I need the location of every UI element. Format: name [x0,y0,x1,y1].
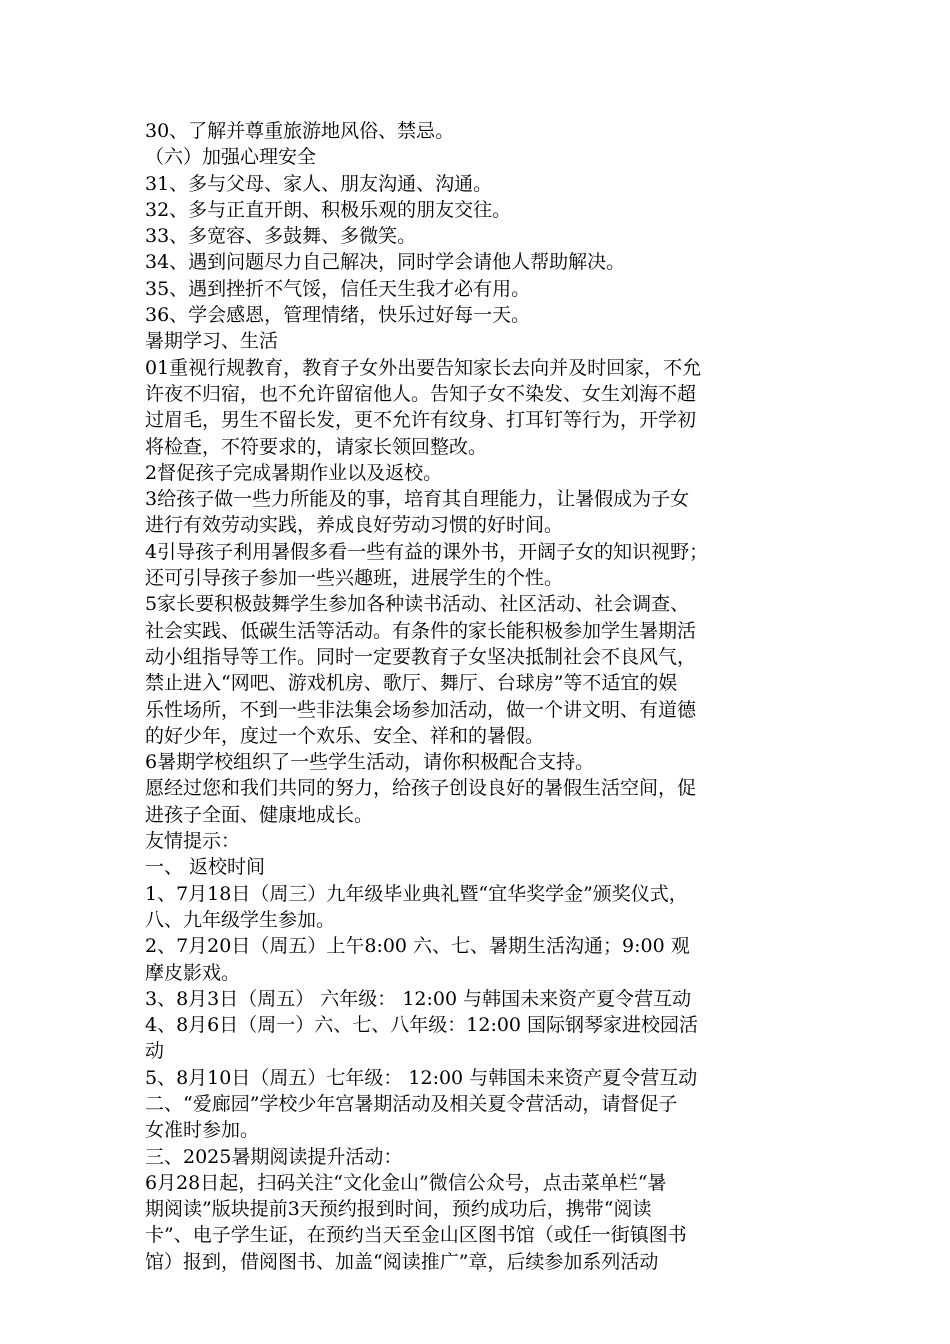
text-line: 社会实践、低碳生活等活动。有条件的家长能积极参加学生暑期活 [145,619,697,642]
text-line: 35、遇到挫折不气馁，信任天生我才必有用。 [145,277,531,300]
text-line: 2督促孩子完成暑期作业以及返校。 [145,461,443,484]
text-line: 4引导孩子利用暑假多看一些有益的课外书，开阔子女的知识视野； [145,540,709,563]
text-line: 33、多宽容、多鼓舞、多微笑。 [145,225,417,248]
text-line: 将检查，不符要求的，请家长领回整改。 [145,435,488,458]
document-body [145,118,805,1275]
text-line: 过眉毛，男生不留长发，更不允许有纹身、打耳钉等行为，开学初 [145,409,697,432]
text-line: 友情提示： [145,830,241,853]
text-line: 馆）报到，借阅图书、加盖“阅读推广”章，后续参加系列活动 [145,1250,659,1273]
text-line: 3、8月3日（周五） 六年级： 12:00 与韩国未来资产夏令营互动 [145,987,692,1010]
text-line: 卡”、电子学生证，在预约当天至金山区图书馆（或任一街镇图书 [145,1224,687,1247]
text-line: 动 [145,1040,165,1063]
text-line: 摩皮影戏。 [145,961,241,984]
text-line: 31、多与父母、家人、朋友沟通、沟通。 [145,172,493,195]
text-line: 2、7月20日（周五）上午8:00 六、七、暑期生活沟通；9:00 观 [145,935,690,958]
text-line: 一、 返校时间 [145,856,266,879]
text-line: 暑期学习、生活 [145,330,279,353]
text-line: 的好少年，度过一个欢乐、安全、祥和的暑假。 [145,724,545,747]
text-line: 期阅读”版块提前3天预约报到时间，预约成功后，携带“阅读 [145,1198,652,1221]
text-line: 32、多与正直开朗、积极乐观的朋友交往。 [145,198,512,221]
text-line: 禁止进入“网吧、游戏机房、歌厅、舞厅、台球房”等不适宜的娱 [145,672,678,695]
text-line: 进行有效劳动实践，养成良好劳动习惯的好时间。 [145,514,564,537]
text-line: 愿经过您和我们共同的努力，给孩子创设良好的暑假生活空间，促 [145,777,697,800]
text-line: 5家长要积极鼓舞学生参加各种读书活动、社区活动、社会调查、 [145,593,690,616]
text-line: 八、九年级学生参加。 [145,908,336,931]
text-line: 女准时参加。 [145,1119,260,1142]
text-line: 36、学会感恩，管理情绪，快乐过好每一天。 [145,304,531,327]
text-line: 动小组指导等工作。同时一定要教育子女坚决抵制社会不良风气， [145,645,697,668]
text-line: （六）加强心理安全 [145,146,317,169]
text-line: 01重视行规教育，教育子女外出要告知家长去向并及时回家，不允 [145,356,702,379]
text-line: 30、了解并尊重旅游地风俗、禁忌。 [145,120,455,142]
text-line: 4、8月6日（周一）六、七、八年级：12:00 国际钢琴家进校园活 [145,1014,699,1037]
text-line: 6月28日起，扫码关注“文化金山”微信公众号，点击菜单栏“暑 [145,1171,667,1194]
text-line: 6暑期学校组织了一些学生活动，请你积极配合支持。 [145,751,595,774]
text-line: 许夜不归宿，也不允许留宿他人。告知子女不染发、女生刘海不超 [145,382,697,405]
text-line: 3给孩子做一些力所能及的事，培育其自理能力，让暑假成为子女 [145,488,690,511]
text-line: 三、2025暑期阅读提升活动： [145,1145,403,1168]
text-line: 二、“爱廊园”学校少年宫暑期活动及相关夏令营活动，请督促子 [145,1092,678,1115]
text-line: 5、8月10日（周五）七年级： 12:00 与韩国未来资产夏令营互动 [145,1066,698,1089]
text-line: 乐性场所，不到一些非法集会场参加活动，做一个讲文明、有道德 [145,698,697,721]
text-line: 进孩子全面、健康地成长。 [145,803,374,826]
text-line: 1、7月18日（周三）九年级毕业典礼暨“宜华奖学金”颁奖仪式， [145,882,688,905]
text-line: 34、遇到问题尽力自己解决，同时学会请他人帮助解决。 [145,251,626,274]
text-line: 还可引导孩子参加一些兴趣班，进展学生的个性。 [145,567,564,590]
